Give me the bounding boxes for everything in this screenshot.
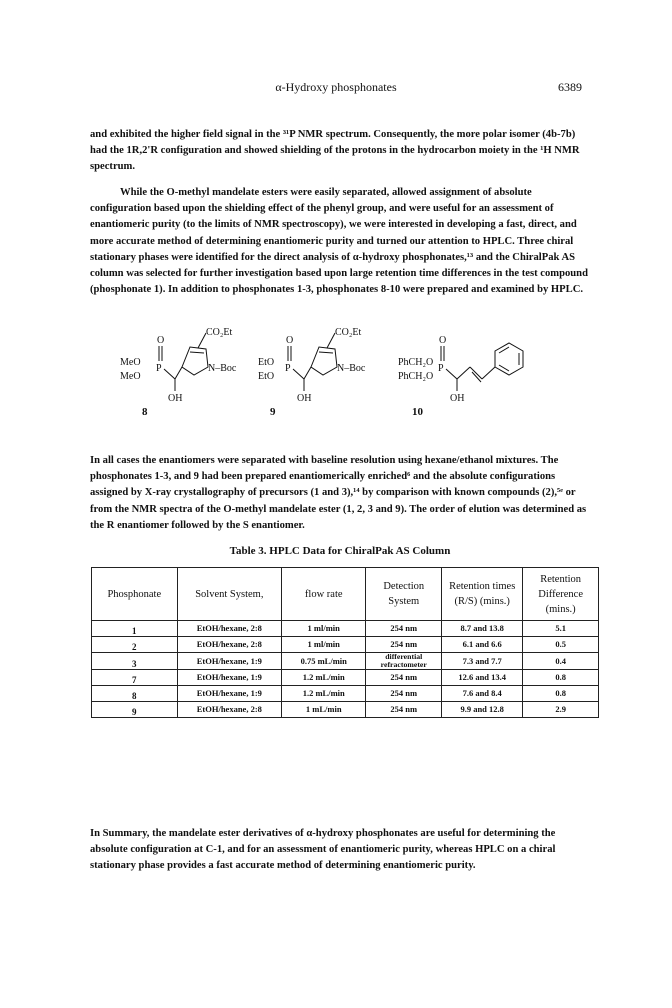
header-detection-system: Detection System	[366, 568, 442, 621]
cell-retention-difference: 5.1	[523, 621, 599, 637]
header-phosphonate: Phosphonate	[92, 568, 178, 621]
cell-solvent: EtOH/hexane, 2:8	[177, 637, 281, 653]
oxo-label: O	[286, 335, 294, 346]
benzyloxy-label: PhCH₂O	[398, 371, 434, 382]
cell-flow-rate: 1.2 mL/min	[282, 686, 366, 702]
oxo-label: O	[157, 335, 165, 346]
structure-10	[398, 335, 523, 418]
cell-retention-difference: 0.8	[523, 670, 599, 686]
boc-label: N–Boc	[208, 363, 237, 374]
cell-detection: 254 nm	[366, 686, 442, 702]
cell-flow-rate: 0.75 mL/min	[282, 653, 366, 670]
paragraph-hplc-intro: While the O-methyl mandelate esters were easily separated, allowed assignment of absolute configuration based upon the shielding effect of the phenyl group, and were useful for an assessment of enantiomeric purity (to the limits of NMR spectroscopy), we were interested in developing a fast, direct, and more accurate method of determining enantiomeric purity and turned our attention to HPLC. Three chiral stationary phases were identified for the direct analysis of α-hydroxy phosphonates,¹³ and the ChiralPak AS column was selected for further investigation based upon large retention time differences in the test compound (phosphonate 1). In addition to phosphonates 1-3, phosphonates 8-10 were prepared and examined by HPLC.	[90, 187, 588, 296]
cell-phosphonate: 3	[92, 653, 178, 670]
cell-retention-times: 8.7 and 13.8	[442, 621, 523, 637]
table-row	[92, 637, 599, 653]
oxo-label: O	[439, 335, 447, 346]
table-row	[92, 702, 599, 718]
running-head	[90, 80, 582, 96]
header-solvent-system: Solvent System,	[177, 568, 281, 621]
phosphorus-label: P	[285, 363, 291, 374]
ethoxy-label: EtO	[258, 371, 275, 382]
methoxy-label: MeO	[120, 357, 141, 368]
paragraph-resolution: In all cases the enantiomers were separated with baseline resolution using hexane/ethanol mixtures. The phosphonates 1-3, and 9 had been prepared enantiomerically enriched⁶ and the absolute configurations assigned by X-ray crystallography of precursors (1 and 3),¹⁴ by comparison with known compounds (2),⁵ᵉ or from the NMR spectra of the O-methyl mandelate ester (1, 2, 3 and 9). The order of elution was determined as the R enantiomer followed by the S enantiomer.	[90, 455, 587, 531]
cell-flow-rate: 1 ml/min	[282, 637, 366, 653]
compound-label-9: 9	[270, 406, 276, 418]
table-row	[92, 670, 599, 686]
cell-retention-difference: 2.9	[523, 702, 599, 718]
table-row	[92, 621, 599, 637]
cell-detection: 254 nm	[366, 621, 442, 637]
cell-solvent: EtOH/hexane, 1:9	[177, 670, 281, 686]
cell-detection: 254 nm	[366, 637, 442, 653]
hydroxyl-label: OH	[168, 393, 183, 404]
cell-solvent: EtOH/hexane, 2:8	[177, 621, 281, 637]
header-retention-difference: Retention Difference (mins.)	[523, 568, 599, 621]
cell-retention-times: 7.3 and 7.7	[442, 653, 523, 670]
cell-phosphonate: 9	[92, 702, 178, 718]
paragraph-nmr-assignment: and exhibited the higher field signal in the ³¹P NMR spectrum. Consequently, the more polar isomer (4b-7b) had the 1R,2'R configuration and showed shielding of the protons in the hydrocarbon moiety in the ¹H NMR spectrum.	[90, 129, 580, 173]
methoxy-label: MeO	[120, 371, 141, 382]
table-header-row	[92, 568, 599, 621]
header-retention-times: Retention times (R/S) (mins.)	[442, 568, 523, 621]
structure-9	[258, 327, 366, 418]
phosphorus-label: P	[438, 363, 444, 374]
cell-detection: 254 nm	[366, 702, 442, 718]
cell-detection: 254 nm	[366, 670, 442, 686]
cell-detection: differential refractometer	[366, 653, 442, 670]
cell-phosphonate: 1	[92, 621, 178, 637]
cell-phosphonate: 8	[92, 686, 178, 702]
ester-label: CO₂Et	[206, 327, 233, 338]
cell-flow-rate: 1.2 mL/min	[282, 670, 366, 686]
hplc-data-table	[91, 567, 599, 718]
cell-phosphonate: 7	[92, 670, 178, 686]
cell-retention-difference: 0.5	[523, 637, 599, 653]
table-row	[92, 653, 599, 670]
table-caption: Table 3. HPLC Data for ChiralPak AS Column	[229, 545, 451, 557]
table-row	[92, 686, 599, 702]
page-number: 6389	[558, 80, 582, 94]
cell-retention-times: 9.9 and 12.8	[442, 702, 523, 718]
structure-8	[120, 327, 237, 418]
cell-retention-times: 12.6 and 13.4	[442, 670, 523, 686]
phosphorus-label: P	[156, 363, 162, 374]
benzyloxy-label: PhCH₂O	[398, 357, 434, 368]
compound-label-8: 8	[142, 406, 148, 418]
cell-flow-rate: 1 ml/min	[282, 621, 366, 637]
cell-solvent: EtOH/hexane, 2:8	[177, 702, 281, 718]
compound-label-10: 10	[412, 406, 423, 418]
cell-flow-rate: 1 mL/min	[282, 702, 366, 718]
cell-solvent: EtOH/hexane, 1:9	[177, 653, 281, 670]
paragraph-summary: In Summary, the mandelate ester derivatives of α-hydroxy phosphonates are useful for determining the absolute configuration at C-1, and for an assessment of enantiomeric purity, whereas HPLC on a chiral stationary phase provides a fast accurate method of determining enantiomeric purity.	[90, 828, 556, 872]
boc-label: N–Boc	[337, 363, 366, 374]
cell-retention-difference: 0.4	[523, 653, 599, 670]
cell-retention-times: 7.6 and 8.4	[442, 686, 523, 702]
hydroxyl-label: OH	[450, 393, 465, 404]
cell-solvent: EtOH/hexane, 1:9	[177, 686, 281, 702]
hydroxyl-label: OH	[297, 393, 312, 404]
header-flow-rate: flow rate	[282, 568, 366, 621]
cell-retention-times: 6.1 and 6.6	[442, 637, 523, 653]
cell-phosphonate: 2	[92, 637, 178, 653]
ester-label: CO₂Et	[335, 327, 362, 338]
running-title: α-Hydroxy phosphonates	[275, 80, 397, 94]
cell-retention-difference: 0.8	[523, 686, 599, 702]
chemical-structures	[120, 325, 640, 435]
ethoxy-label: EtO	[258, 357, 275, 368]
